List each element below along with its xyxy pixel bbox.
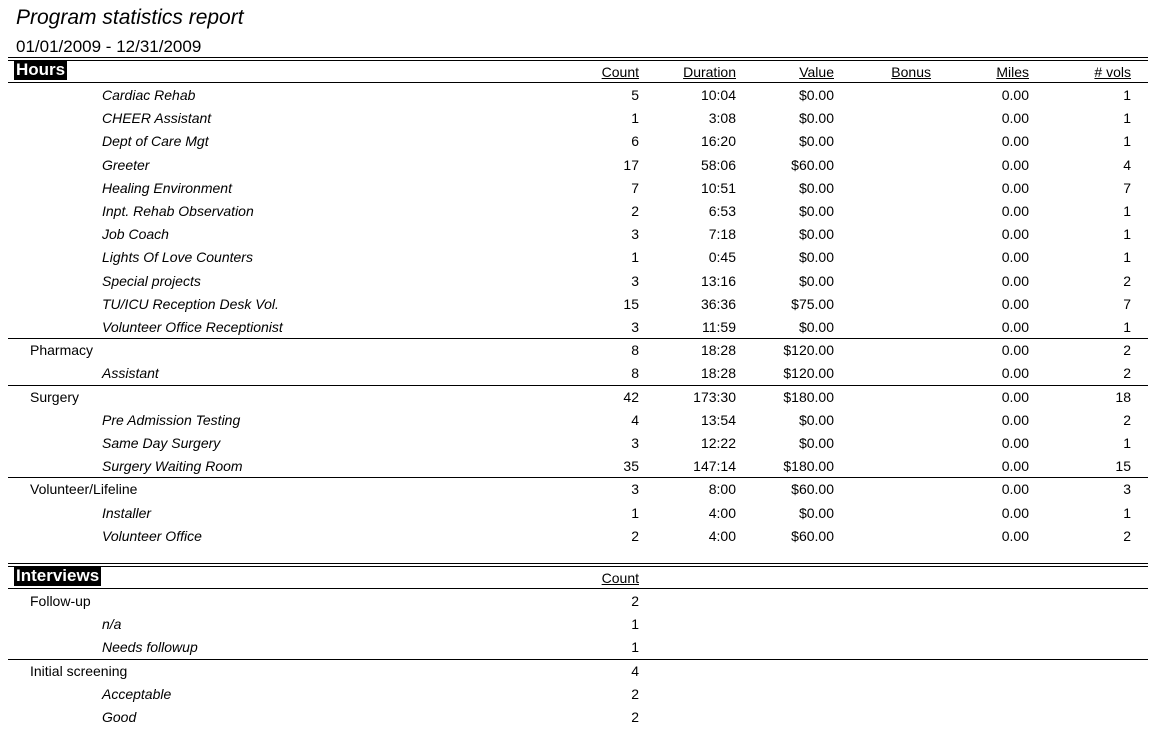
- duration-cell: 8:00: [708, 481, 736, 498]
- miles-cell: 0.00: [1001, 87, 1029, 103]
- interviews-top-rule: [8, 563, 1148, 567]
- miles-cell: 0.00: [1001, 365, 1029, 382]
- duration-cell: 4:00: [708, 504, 736, 521]
- count-cell: 5: [631, 87, 639, 103]
- item-name: Good: [102, 709, 137, 725]
- duration-cell: 36:36: [700, 295, 736, 312]
- duration-cell: 173:30: [693, 388, 736, 405]
- count-cell: 17: [623, 156, 639, 173]
- vols-cell: 2: [1123, 527, 1131, 544]
- interviews-section-title: Interviews: [16, 566, 100, 585]
- duration-cell: 10:51: [700, 179, 736, 196]
- count-cell: 3: [631, 226, 639, 243]
- duration-cell: 58:06: [700, 156, 736, 173]
- vols-cell: 7: [1123, 295, 1131, 312]
- miles-cell: 0.00: [1001, 249, 1029, 266]
- miles-cell: 0.00: [1001, 319, 1029, 335]
- vols-cell: 4: [1123, 156, 1131, 173]
- hours-group-rule: [8, 385, 1148, 386]
- duration-cell: 147:14: [693, 458, 736, 475]
- count-cell: 2: [631, 685, 639, 702]
- value-cell: $0.00: [798, 435, 834, 451]
- item-name: Cardiac Rehab: [102, 87, 196, 103]
- vols-cell: 1: [1123, 504, 1131, 521]
- item-name: Dept of Care Mgt: [102, 133, 209, 150]
- miles-cell: 0.00: [1001, 156, 1029, 173]
- group-name: Pharmacy: [30, 342, 94, 359]
- value-cell: $0.00: [798, 272, 834, 289]
- item-name: Job Coach: [102, 226, 169, 243]
- vols-cell: 15: [1115, 458, 1131, 475]
- value-cell: $180.00: [783, 458, 834, 475]
- miles-cell: 0.00: [1001, 435, 1029, 451]
- hours-group-rule: [8, 477, 1148, 478]
- group-name: Initial screening: [30, 662, 128, 679]
- vols-cell: 1: [1123, 110, 1131, 127]
- count-cell: 3: [631, 319, 639, 335]
- count-cell: 2: [631, 203, 639, 219]
- miles-cell: 0.00: [1001, 295, 1029, 312]
- item-name: CHEER Assistant: [102, 110, 212, 127]
- hours-col-header: Bonus: [891, 64, 931, 80]
- miles-cell: 0.00: [1001, 388, 1029, 405]
- count-cell: 1: [631, 110, 639, 127]
- hours-col-header: Value: [799, 64, 834, 80]
- vols-cell: 1: [1123, 203, 1131, 219]
- vols-cell: 2: [1123, 365, 1131, 382]
- miles-cell: 0.00: [1001, 504, 1029, 521]
- miles-cell: 0.00: [1001, 411, 1029, 428]
- count-cell: 1: [631, 249, 639, 266]
- count-cell: 42: [623, 388, 639, 405]
- value-cell: $0.00: [798, 411, 834, 428]
- count-cell: 3: [631, 435, 639, 451]
- duration-cell: 18:28: [700, 342, 736, 359]
- item-name: Special projects: [102, 272, 201, 289]
- group-name: Volunteer/Lifeline: [30, 481, 138, 498]
- hours-header-rule: [8, 82, 1148, 83]
- duration-cell: 4:00: [708, 527, 736, 544]
- count-cell: 3: [631, 481, 639, 498]
- value-cell: $75.00: [791, 295, 834, 312]
- count-cell: 2: [631, 593, 639, 609]
- duration-cell: 13:16: [700, 272, 736, 289]
- group-name: Follow-up: [30, 593, 91, 609]
- item-name: Installer: [102, 504, 152, 521]
- miles-cell: 0.00: [1001, 272, 1029, 289]
- duration-cell: 11:59: [702, 319, 736, 335]
- count-cell: 35: [623, 458, 639, 475]
- count-cell: 8: [631, 342, 639, 359]
- hours-section-title: Hours: [16, 60, 66, 79]
- hours-col-header: Duration: [683, 64, 736, 80]
- vols-cell: 18: [1115, 388, 1131, 405]
- miles-cell: 0.00: [1001, 179, 1029, 196]
- vols-cell: 1: [1123, 319, 1131, 335]
- duration-cell: 3:08: [708, 110, 736, 127]
- group-name: Surgery: [30, 388, 80, 405]
- duration-cell: 16:20: [700, 133, 736, 150]
- item-name: Lights Of Love Counters: [102, 249, 253, 266]
- value-cell: $0.00: [798, 319, 834, 335]
- vols-cell: 2: [1123, 342, 1131, 359]
- value-cell: $0.00: [798, 226, 834, 243]
- item-name: n/a: [102, 616, 122, 633]
- count-cell: 1: [631, 639, 639, 656]
- count-cell: 7: [631, 179, 639, 196]
- value-cell: $60.00: [791, 527, 834, 544]
- miles-cell: 0.00: [1001, 110, 1029, 127]
- interviews-group-rule: [8, 659, 1148, 660]
- hours-col-header: Count: [601, 64, 639, 80]
- item-name: Surgery Waiting Room: [102, 458, 243, 475]
- vols-cell: 1: [1123, 87, 1131, 103]
- miles-cell: 0.00: [1001, 226, 1029, 243]
- item-name: TU/ICU Reception Desk Vol.: [102, 295, 279, 312]
- item-name: Volunteer Office: [102, 527, 202, 544]
- miles-cell: 0.00: [1001, 481, 1029, 498]
- vols-cell: 1: [1123, 226, 1131, 243]
- hours-col-header: Miles: [996, 64, 1029, 80]
- count-cell: 2: [631, 527, 639, 544]
- vols-cell: 1: [1123, 435, 1131, 451]
- value-cell: $0.00: [798, 87, 834, 103]
- hours-group-rule: [8, 338, 1148, 339]
- count-cell: 3: [631, 272, 639, 289]
- item-name: Same Day Surgery: [102, 435, 221, 451]
- value-cell: $0.00: [798, 203, 834, 219]
- vols-cell: 7: [1123, 179, 1131, 196]
- vols-cell: 3: [1123, 481, 1131, 498]
- duration-cell: 10:04: [700, 87, 736, 103]
- miles-cell: 0.00: [1001, 342, 1029, 359]
- count-cell: 4: [631, 411, 639, 428]
- value-cell: $0.00: [798, 110, 834, 127]
- value-cell: $0.00: [798, 504, 834, 521]
- value-cell: $0.00: [798, 133, 834, 150]
- miles-cell: 0.00: [1001, 203, 1029, 219]
- value-cell: $60.00: [791, 156, 834, 173]
- item-name: Healing Environment: [102, 179, 232, 196]
- value-cell: $180.00: [783, 388, 834, 405]
- count-cell: 1: [631, 504, 639, 521]
- vols-cell: 1: [1123, 133, 1131, 150]
- item-name: Pre Admission Testing: [102, 411, 241, 428]
- vols-cell: 2: [1123, 272, 1131, 289]
- count-cell: 15: [623, 295, 639, 312]
- count-cell: 4: [631, 662, 639, 679]
- duration-cell: 0:45: [708, 249, 736, 266]
- value-cell: $120.00: [783, 342, 834, 359]
- vols-cell: 1: [1123, 249, 1131, 266]
- report-title: Program statistics report: [16, 6, 244, 29]
- duration-cell: 6:53: [708, 203, 736, 219]
- duration-cell: 12:22: [700, 435, 736, 451]
- item-name: Acceptable: [102, 685, 172, 702]
- value-cell: $120.00: [783, 365, 834, 382]
- miles-cell: 0.00: [1001, 527, 1029, 544]
- count-cell: 2: [631, 709, 639, 725]
- hours-top-rule: [8, 57, 1148, 61]
- miles-cell: 0.00: [1001, 458, 1029, 475]
- duration-cell: 7:18: [708, 226, 736, 243]
- item-name: Inpt. Rehab Observation: [102, 203, 254, 219]
- interviews-col-header: Count: [601, 570, 639, 586]
- miles-cell: 0.00: [1001, 133, 1029, 150]
- item-name: Assistant: [102, 365, 159, 382]
- value-cell: $60.00: [791, 481, 834, 498]
- interviews-header-rule: [8, 588, 1148, 589]
- duration-cell: 18:28: [700, 365, 736, 382]
- count-cell: 6: [631, 133, 639, 150]
- duration-cell: 13:54: [700, 411, 736, 428]
- count-cell: 1: [631, 616, 639, 633]
- count-cell: 8: [631, 365, 639, 382]
- item-name: Volunteer Office Receptionist: [102, 319, 283, 335]
- report-date-range: 01/01/2009 - 12/31/2009: [16, 37, 202, 56]
- item-name: Greeter: [102, 156, 150, 173]
- vols-cell: 2: [1123, 411, 1131, 428]
- hours-col-header: # vols: [1094, 64, 1131, 80]
- item-name: Needs followup: [102, 639, 198, 656]
- value-cell: $0.00: [798, 249, 834, 266]
- value-cell: $0.00: [798, 179, 834, 196]
